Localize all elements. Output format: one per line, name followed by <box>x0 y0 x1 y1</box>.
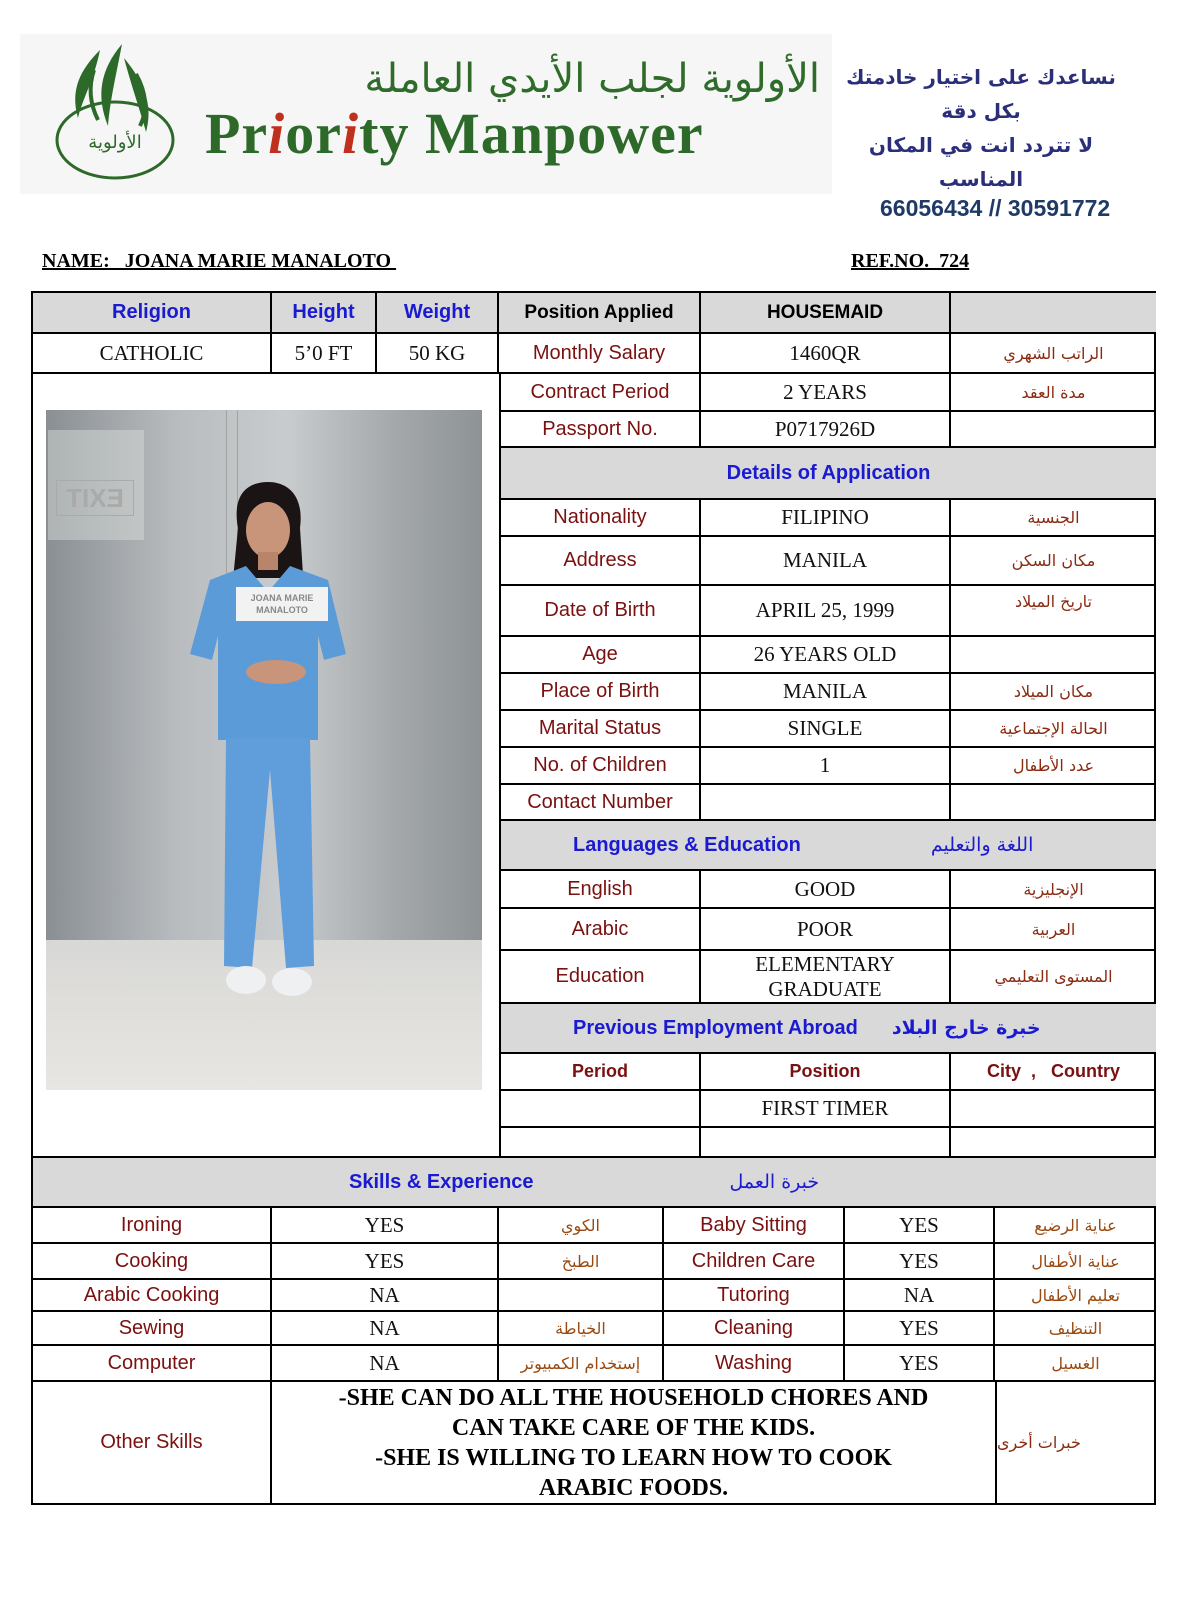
other-skills-line-2: CAN TAKE CARE OF THE KIDS. <box>451 1414 816 1441</box>
children-value: 1 <box>701 748 951 785</box>
skill-left-value-5: NA <box>272 1346 499 1382</box>
other-skills-line-1: -SHE CAN DO ALL THE HOUSEHOLD CHORES AND <box>338 1384 929 1411</box>
marital-status-label: Marital Status <box>499 711 701 748</box>
children-label: No. of Children <box>499 748 701 785</box>
monthly-salary-label: Monthly Salary <box>499 334 701 374</box>
languages-title: Languages & Education <box>573 833 801 856</box>
address-value: MANILA <box>701 537 951 586</box>
skill-right-value-3: NA <box>845 1280 995 1312</box>
arabic-arabic: العربية <box>951 909 1156 951</box>
religion-value: CATHOLIC <box>33 334 272 374</box>
education-label: Education <box>499 951 701 1004</box>
contact-number-value <box>701 785 951 821</box>
skill-right-label-4: Cleaning <box>664 1312 845 1346</box>
employment-period-2 <box>499 1128 701 1158</box>
dob-arabic: تاريخ الميلاد <box>951 586 1156 637</box>
nationality-arabic: الجنسية <box>951 500 1156 537</box>
logo-part-red: i <box>268 101 286 166</box>
name-tag-line-2: MANALOTO <box>256 605 308 615</box>
logo-part-red: i <box>342 101 360 166</box>
nationality-label: Nationality <box>499 500 701 537</box>
logo-part: ty Manpower <box>359 101 704 166</box>
skill-left-value-4: NA <box>272 1312 499 1346</box>
education-value-line-1: ELEMENTARY <box>755 951 895 976</box>
languages-title-arabic: اللغة والتعليم <box>930 834 1034 856</box>
monthly-salary-value: 1460QR <box>701 334 951 374</box>
contract-period-arabic: مدة العقد <box>951 374 1156 412</box>
skill-right-label-3: Tutoring <box>664 1280 845 1312</box>
contact-phones: 66056434 // 30591772 <box>880 195 1111 221</box>
employment-col-position: Position <box>701 1054 951 1091</box>
other-skills-text <box>272 1382 997 1503</box>
passport-value: P0717926D <box>701 412 951 448</box>
employment-location-2 <box>951 1128 1156 1158</box>
employment-period-1 <box>499 1091 701 1128</box>
pob-label: Place of Birth <box>499 674 701 711</box>
education-value-line-2: GRADUATE <box>768 976 882 1001</box>
languages-section-header <box>499 821 1156 871</box>
emblem-text: الأولوية <box>88 132 142 153</box>
skills-title: Skills & Experience <box>349 1170 534 1193</box>
contract-period-label: Contract Period <box>499 374 701 412</box>
pob-arabic: مكان الميلاد <box>951 674 1156 711</box>
contract-period-value: 2 YEARS <box>701 374 951 412</box>
company-emblem-icon <box>50 40 180 185</box>
employment-position-1: FIRST TIMER <box>701 1091 951 1128</box>
skill-right-ar-5: الغسيل <box>995 1346 1156 1382</box>
employment-position-2 <box>701 1128 951 1158</box>
marital-status-value: SINGLE <box>701 711 951 748</box>
applicant-photo <box>46 410 482 1090</box>
pob-value: MANILA <box>701 674 951 711</box>
skills-section-header <box>33 1158 1156 1208</box>
skill-right-ar-1: عناية الرضيع <box>995 1208 1156 1244</box>
skill-left-ar-2: الطبخ <box>499 1244 664 1280</box>
position-applied-value: HOUSEMAID <box>701 293 951 334</box>
skill-right-ar-3: تعليم الأطفال <box>995 1280 1156 1312</box>
skill-left-ar-3 <box>499 1280 664 1312</box>
skill-right-label-5: Washing <box>664 1346 845 1382</box>
skill-left-label-1: Ironing <box>33 1208 272 1244</box>
company-name-english <box>205 102 704 166</box>
education-value <box>701 951 951 1004</box>
weight-header: Weight <box>377 293 499 334</box>
contact-number-label: Contact Number <box>499 785 701 821</box>
position-arabic-cell <box>951 293 1156 334</box>
children-arabic: عدد الأطفال <box>951 748 1156 785</box>
contact-number-arabic <box>951 785 1156 821</box>
other-skills-arabic: خبرات أخرى <box>997 1433 1081 1452</box>
english-label: English <box>499 871 701 909</box>
skill-left-label-4: Sewing <box>33 1312 272 1346</box>
applicant-name: NAME: JOANA MARIE MANALOTO <box>42 250 397 272</box>
tagline-line-1: نساعدك على اختيار خادمتك بكل دقة <box>846 65 1116 123</box>
skill-left-label-3: Arabic Cooking <box>33 1280 272 1312</box>
passport-arabic <box>951 412 1156 448</box>
employment-col-period: Period <box>499 1054 701 1091</box>
skills-title-arabic: خبرة العمل <box>729 1171 820 1193</box>
skill-left-label-5: Computer <box>33 1346 272 1382</box>
english-arabic: الإنجليزية <box>951 871 1156 909</box>
logo-part: Pr <box>205 101 269 166</box>
weight-value: 50 KG <box>377 334 499 374</box>
height-header: Height <box>272 293 377 334</box>
english-value: GOOD <box>701 871 951 909</box>
marital-status-arabic: الحالة الإجتماعية <box>951 711 1156 748</box>
logo-part: or <box>285 101 343 166</box>
details-section-header: Details of Application <box>499 448 1156 500</box>
other-skills-line-3: -SHE IS WILLING TO LEARN HOW TO COOK <box>375 1444 892 1471</box>
skill-right-label-2: Children Care <box>664 1244 845 1280</box>
position-applied-label: Position Applied <box>499 293 701 334</box>
skill-left-value-3: NA <box>272 1280 499 1312</box>
skill-left-ar-5: إستخدام الكمبيوتر <box>499 1346 664 1382</box>
address-label: Address <box>499 537 701 586</box>
skill-right-label-1: Baby Sitting <box>664 1208 845 1244</box>
company-name-arabic: الأولوية لجلب الأيدي العاملة <box>364 56 820 102</box>
company-tagline <box>831 60 1131 196</box>
arabic-value: POOR <box>701 909 951 951</box>
height-value: 5’0 FT <box>272 334 377 374</box>
skill-right-ar-2: عناية الأطفال <box>995 1244 1156 1280</box>
skill-right-value-1: YES <box>845 1208 995 1244</box>
other-skills-line-4: ARABIC FOODS. <box>538 1474 729 1501</box>
skill-right-value-2: YES <box>845 1244 995 1280</box>
arabic-label: Arabic <box>499 909 701 951</box>
religion-header: Religion <box>33 293 272 334</box>
dob-value: APRIL 25, 1999 <box>701 586 951 637</box>
company-logo-banner <box>20 34 832 194</box>
age-label: Age <box>499 637 701 674</box>
age-value: 26 YEARS OLD <box>701 637 951 674</box>
skill-left-value-1: YES <box>272 1208 499 1244</box>
tagline-line-2: لا تتردد انت في المكان المناسب <box>868 133 1094 191</box>
name-tag-line-1: JOANA MARIE <box>250 593 314 603</box>
skill-left-ar-4: الخياطة <box>499 1312 664 1346</box>
passport-label: Passport No. <box>499 412 701 448</box>
other-skills-label: Other Skills <box>33 1382 272 1503</box>
photo-name-tag <box>236 587 328 621</box>
employment-section-header <box>499 1004 1156 1054</box>
employment-location-1 <box>951 1091 1156 1128</box>
employment-title-arabic: خبرة خارج البلاد <box>891 1017 1041 1039</box>
person-figure-icon <box>46 410 482 1090</box>
dob-label: Date of Birth <box>499 586 701 637</box>
skill-right-value-5: YES <box>845 1346 995 1382</box>
education-arabic: المستوى التعليمي <box>951 951 1156 1004</box>
employment-title: Previous Employment Abroad <box>573 1016 858 1039</box>
skill-right-value-4: YES <box>845 1312 995 1346</box>
exit-sign: EXIT <box>56 480 134 516</box>
skill-left-value-2: YES <box>272 1244 499 1280</box>
reference-number: REF.NO. 724 <box>851 250 970 272</box>
age-arabic <box>951 637 1156 674</box>
skill-left-ar-1: الكوي <box>499 1208 664 1244</box>
employment-col-city-country: City , Country <box>951 1054 1156 1091</box>
skill-right-ar-4: التنظيف <box>995 1312 1156 1346</box>
nationality-value: FILIPINO <box>701 500 951 537</box>
monthly-salary-arabic: الراتب الشهري <box>951 334 1156 374</box>
skill-left-label-2: Cooking <box>33 1244 272 1280</box>
address-arabic: مكان السكن <box>951 537 1156 586</box>
